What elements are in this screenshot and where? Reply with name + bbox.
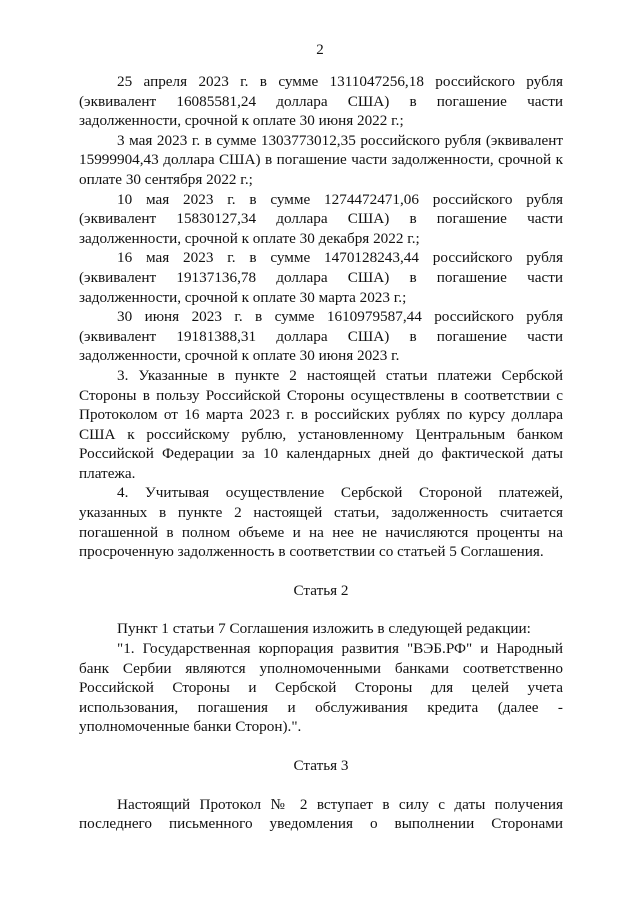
payment-paragraph-4: 16 мая 2023 г. в сумме 1470128243,44 российского рубля (эквивалент 19137136,78 доллара США) в погашение части задолженности, срочной к оплате 30 марта 2023 г.; bbox=[79, 249, 563, 306]
clause-3-paragraph: 3. Указанные в пункте 2 настоящей статьи платежи Сербской Стороны в пользу Российской Стороны осуществлены в соответствии с Протоколом от 16 марта 2023 г. в российских рублях по курсу доллара США к российскому рублю, установленному Центральным банком Российской Федерации за 10 календарных дней до фактической даты платежа. bbox=[79, 366, 563, 482]
article-3-heading: Статья 3 bbox=[293, 757, 349, 774]
page-number: 2 bbox=[316, 42, 324, 58]
clause-4-paragraph: 4. Учитывая осуществление Сербской Стороной платежей, указанных в пункте 2 настоящей статьи, задолженность считается погашенной в полном объеме и на нее не начисляются проценты на просроченную задолженность в соответствии со статьей 5 Соглашения. bbox=[79, 484, 563, 561]
article-2-intro: Пункт 1 статьи 7 Соглашения изложить в следующей редакции: bbox=[117, 620, 531, 638]
payment-paragraph-1: 25 апреля 2023 г. в сумме 1311047256,18 российского рубля (эквивалент 16085581,24 доллара США) в погашение части задолженности, срочной к оплате 30 июня 2022 г.; bbox=[79, 73, 563, 130]
document-body bbox=[79, 72, 563, 834]
payment-paragraph-5: 30 июня 2023 г. в сумме 1610979587,44 российского рубля (эквивалент 19181388,31 доллара США) в погашение части задолженности, срочной к оплате 30 июня 2023 г. bbox=[79, 308, 563, 365]
article-2-quote: "1. Государственная корпорация развития "ВЭБ.РФ" и Народный банк Сербии являются уполномоченными банками соответственно Российской Стороны и Сербской Стороны для целей учета использования, погашения и обслуживания кредита (далее - уполномоченные банки Сторон).". bbox=[79, 640, 563, 736]
article-3-text: Настоящий Протокол № 2 вступает в силу с даты получения последнего письменного уведомления о выполнении Сторонами bbox=[79, 795, 563, 833]
article-2-heading: Статья 2 bbox=[293, 581, 349, 599]
payment-paragraph-2: 3 мая 2023 г. в сумме 1303773012,35 российского рубля (эквивалент 15999904,43 доллара США) в погашение части задолженности, срочной к оплате 30 сентября 2022 г.; bbox=[79, 131, 563, 188]
payment-paragraph-3: 10 мая 2023 г. в сумме 1274472471,06 российского рубля (эквивалент 15830127,34 доллара США) в погашение части задолженности, срочной к оплате 30 декабря 2022 г.; bbox=[79, 190, 563, 247]
